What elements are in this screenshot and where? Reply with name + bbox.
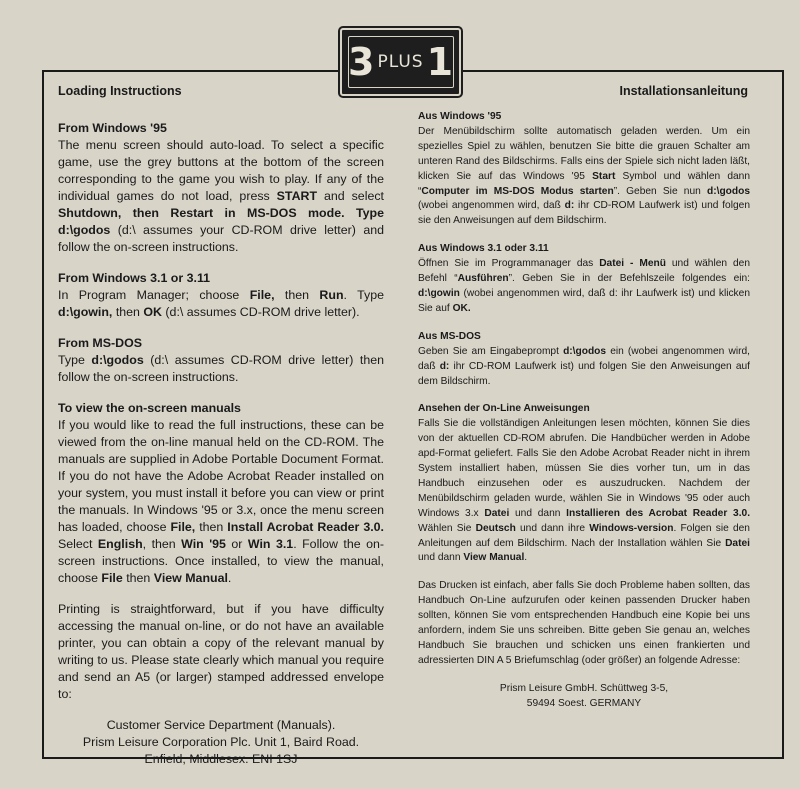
german-header: Installationsanleitung xyxy=(619,84,748,98)
section-text: Das Drucken ist einfach, aber falls Sie doch Probleme haben sollten, das Handbuch On-Line aufzurufen oder keinen passenden Drucker haben sollten, können Sie vom entsprechenden Handbuch eine Kopie bei uns anfordern, indem Sie uns schreiben. Bitte geben Sie genau an, welches Handbuch Sie brauchen und schicken uns einen frankierten und adressierten DIN A 5 Briefumschlag (oder größer) an folgende Adresse: xyxy=(418,580,750,666)
address-line: Prism Leisure GmbH. Schüttweg 3-5, xyxy=(499,682,669,694)
section-printing xyxy=(58,601,384,703)
section-text: Falls Sie die vollständigen Anleitungen lesen möchten, können Sie dies von der aktuellen CD-ROM abrufen. Die Handbücher werden in Adobe apd-Format geliefert. Falls Sie den Adobe Acrobat Reader nicht in ihrem System installiert haben, müssen Sie dies vorher tun, um in das Handbuch einzusehen oder es auszudrucken. Nachdem der Menübildschirm geladen wurde, wählen Sie in Windows '95 oder auch Windows 3.x Datei und dann Installieren des Acrobat Reader 3.0. Wählen Sie Deutsch und dann ihre Windows-version. Folgen sie den Anleitungen auf dem Bildschirm. Nach der Installation wählen Sie Datei und dann View Manual. xyxy=(418,418,751,564)
section-text: The menu screen should auto-load. To select a specific game, use the grey buttons at the bottom of the screen corresponding to the game you wish to play. If any of the individual games do not load, press START and select Shutdown, then Restart in MS-DOS mode. Type d:\godos (d:\ assumes your CD-ROM drive letter) and follow the on-screen instructions. xyxy=(58,138,384,254)
section-title: From Windows '95 xyxy=(58,121,167,135)
section-printing-de xyxy=(418,579,750,668)
section-title: Aus Windows 3.1 oder 3.11 xyxy=(418,243,549,255)
section-win95 xyxy=(58,120,384,256)
english-column xyxy=(58,120,384,768)
section-msdos-de xyxy=(418,330,750,390)
3plus1-logo: 3 PLUS 1 xyxy=(340,28,461,96)
section-title: Aus MS-DOS xyxy=(418,330,481,342)
section-title: From MS-DOS xyxy=(58,336,142,350)
section-win31-de xyxy=(418,242,750,317)
section-win95-de xyxy=(418,110,750,229)
german-column xyxy=(418,110,750,712)
german-address xyxy=(418,682,750,712)
section-text: Printing is straightforward, but if you have difficulty accessing the manual on-line, or do not have an available printer, you can obtain a copy of the relevant manual by writing to us. Please state clearly which manual you require and send an A5 (or larger) stamped addressed envelope to: xyxy=(58,602,384,701)
section-manuals-de xyxy=(418,402,750,566)
address-line: Prism Leisure Corporation Plc. Unit 1, Baird Road. xyxy=(82,735,360,749)
uk-address xyxy=(58,717,384,768)
address-line: Customer Service Department (Manuals). xyxy=(106,718,336,732)
section-title: To view the on-screen manuals xyxy=(58,401,241,415)
section-text: In Program Manager; choose File, then Run. Type d:\gowin, then OK (d:\ assumes CD-ROM drive letter). xyxy=(58,288,384,319)
section-text: Der Menübildschirm sollte automatisch geladen werden. Um ein spezielles Spiel zu wählen, benutzen Sie bitte die grauen Schalter am unteren Rand des Bildschirms. Falls eins der Spiele sich nicht laden läßt, klicken Sie auf das Windows '95 Start Symbol und wählen dann “Computer im MS-DOS Modus starten”. Geben Sie nun d:\godos (wobei angenommen wird, daß d: ihr CD-ROM Laufwerk ist) und folgen sie den Anweisungen auf dem Bildschirm. xyxy=(418,125,751,227)
address-line: 59494 Soest. GERMANY xyxy=(526,697,642,709)
section-text: Öffnen Sie im Programmanager das Datei - Menü und wählen den Befehl “Ausführen”. Geben Sie in der Befehlszeile folgendes ein: d:\gowin (wobei angenommen wird, daß d: ihr Laufwerk ist) und klicken Sie auf OK. xyxy=(418,258,751,314)
section-text: Type d:\godos (d:\ assumes CD-ROM drive letter) then follow the on-screen instructions. xyxy=(58,353,384,384)
section-text: Geben Sie am Eingabeprompt d:\godos ein (wobei angenommen wird, daß d: ihr CD-ROM Laufwerk ist) und folgen Sie den Anweisungen auf dem Bildschirm. xyxy=(418,345,750,387)
english-header: Loading Instructions xyxy=(58,84,182,98)
section-title: Aus Windows '95 xyxy=(418,111,502,122)
section-title: Ansehen der On-Line Anweisungen xyxy=(418,403,590,415)
section-title: From Windows 3.1 or 3.11 xyxy=(58,271,211,285)
section-manuals xyxy=(58,400,384,587)
section-msdos xyxy=(58,335,384,386)
section-win31 xyxy=(58,270,384,321)
address-line: Enfield, Middlesex. ENI 1SJ xyxy=(144,752,298,766)
section-text: If you would like to read the full instructions, these can be viewed from the on-line manual held on the CD-ROM. The manuals are supplied in Adobe Portable Document Format. If you do not have the Adobe Acrobat Reader installed on your system, you must install it before you can view or print the manuals. In Windows '95 or 3.x, once the menu screen has loaded, choose File, then Install Acrobat Reader 3.0. Select English, then Win '95 or Win 3.1. Follow the on-screen instructions. Once installed, to view the manual, choose File then View Manual. xyxy=(58,418,384,585)
